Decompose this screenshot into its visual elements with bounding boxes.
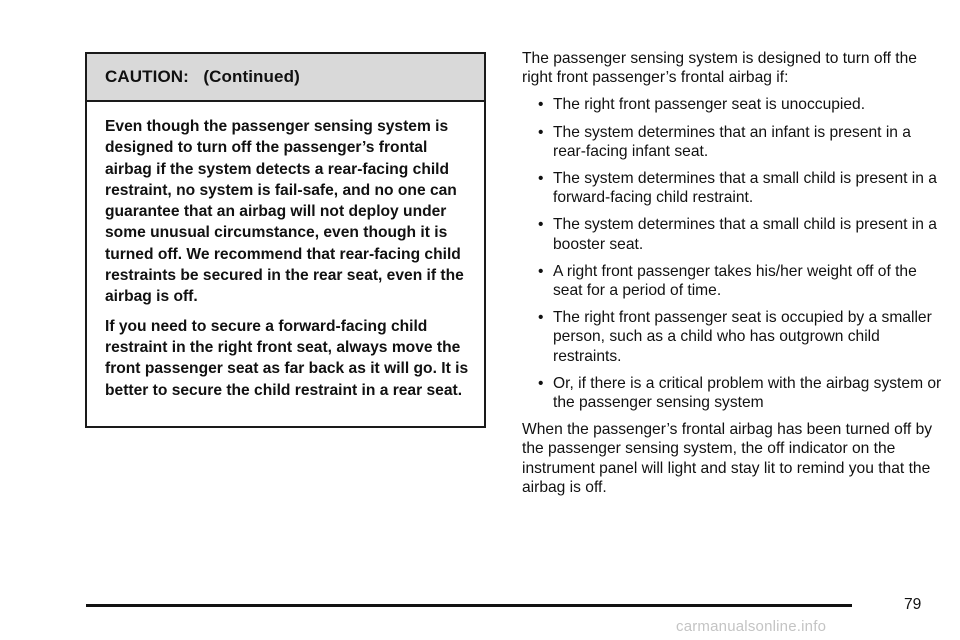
- list-item-text: The system determines that an infant is present in a rear-facing infant seat.: [553, 123, 911, 160]
- list-item: [522, 374, 942, 412]
- caution-paragraph: If you need to secure a forward-facing child restraint in the right front seat, always move the front passenger seat as far back as it will go. It is better to secure the child restraint in a rear seat.: [105, 317, 469, 399]
- list-item: [522, 262, 942, 300]
- list-item-text: Or, if there is a critical problem with the airbag system or the passenger sensing system: [553, 374, 942, 412]
- list-item: [522, 215, 942, 253]
- list-item: [522, 169, 942, 207]
- list-item: [522, 308, 942, 366]
- bullet-icon: •: [538, 170, 544, 188]
- list-item-text: The system determines that a small child is present in a forward-facing child restraint.: [553, 170, 937, 207]
- list-item-text: The system determines that a small child is present in a booster seat.: [553, 216, 937, 253]
- bullet-icon: •: [538, 123, 544, 141]
- condition-list: [522, 95, 942, 412]
- list-item: [522, 95, 942, 114]
- caution-title: CAUTION: (Continued): [105, 67, 300, 86]
- caution-header: [87, 54, 484, 102]
- caution-paragraph: Even though the passenger sensing system is designed to turn off the passenger’s frontal airbag if the system detects a rear-facing child restraint, no system is fail-safe, and no one can guarantee that an airbag will not deploy under some unusual circumstance, even though it is turned off. We recommend that rear-facing child restraints be secured in the rear seat, even if the airbag is off.: [105, 118, 464, 306]
- bullet-icon: •: [538, 374, 544, 392]
- caution-body: [87, 102, 484, 401]
- caution-box: [85, 52, 486, 428]
- list-item-text: The right front passenger seat is occupied by a smaller person, such as a child who has outgrown child restraints.: [553, 309, 932, 365]
- footer-rule: [86, 604, 852, 607]
- closing-paragraph: When the passenger’s frontal airbag has been turned off by the passenger sensing system, the off indicator on the instrument panel will light and stay lit to remind you that the airbag is off.: [522, 421, 933, 496]
- list-item-text: The right front passenger seat is unoccupied.: [553, 96, 866, 114]
- list-item: [522, 123, 942, 161]
- watermark: carmanualsonline.info: [676, 618, 827, 635]
- bullet-icon: •: [538, 262, 544, 280]
- intro-paragraph: The passenger sensing system is designed to turn off the right front passenger’s frontal airbag if:: [522, 50, 917, 87]
- bullet-icon: •: [538, 309, 544, 327]
- list-item-text: A right front passenger takes his/her weight off of the seat for a period of time.: [553, 262, 917, 300]
- bullet-icon: •: [538, 96, 544, 114]
- main-text-column: [522, 49, 942, 505]
- bullet-icon: •: [538, 216, 544, 234]
- page-number: 79: [904, 596, 922, 613]
